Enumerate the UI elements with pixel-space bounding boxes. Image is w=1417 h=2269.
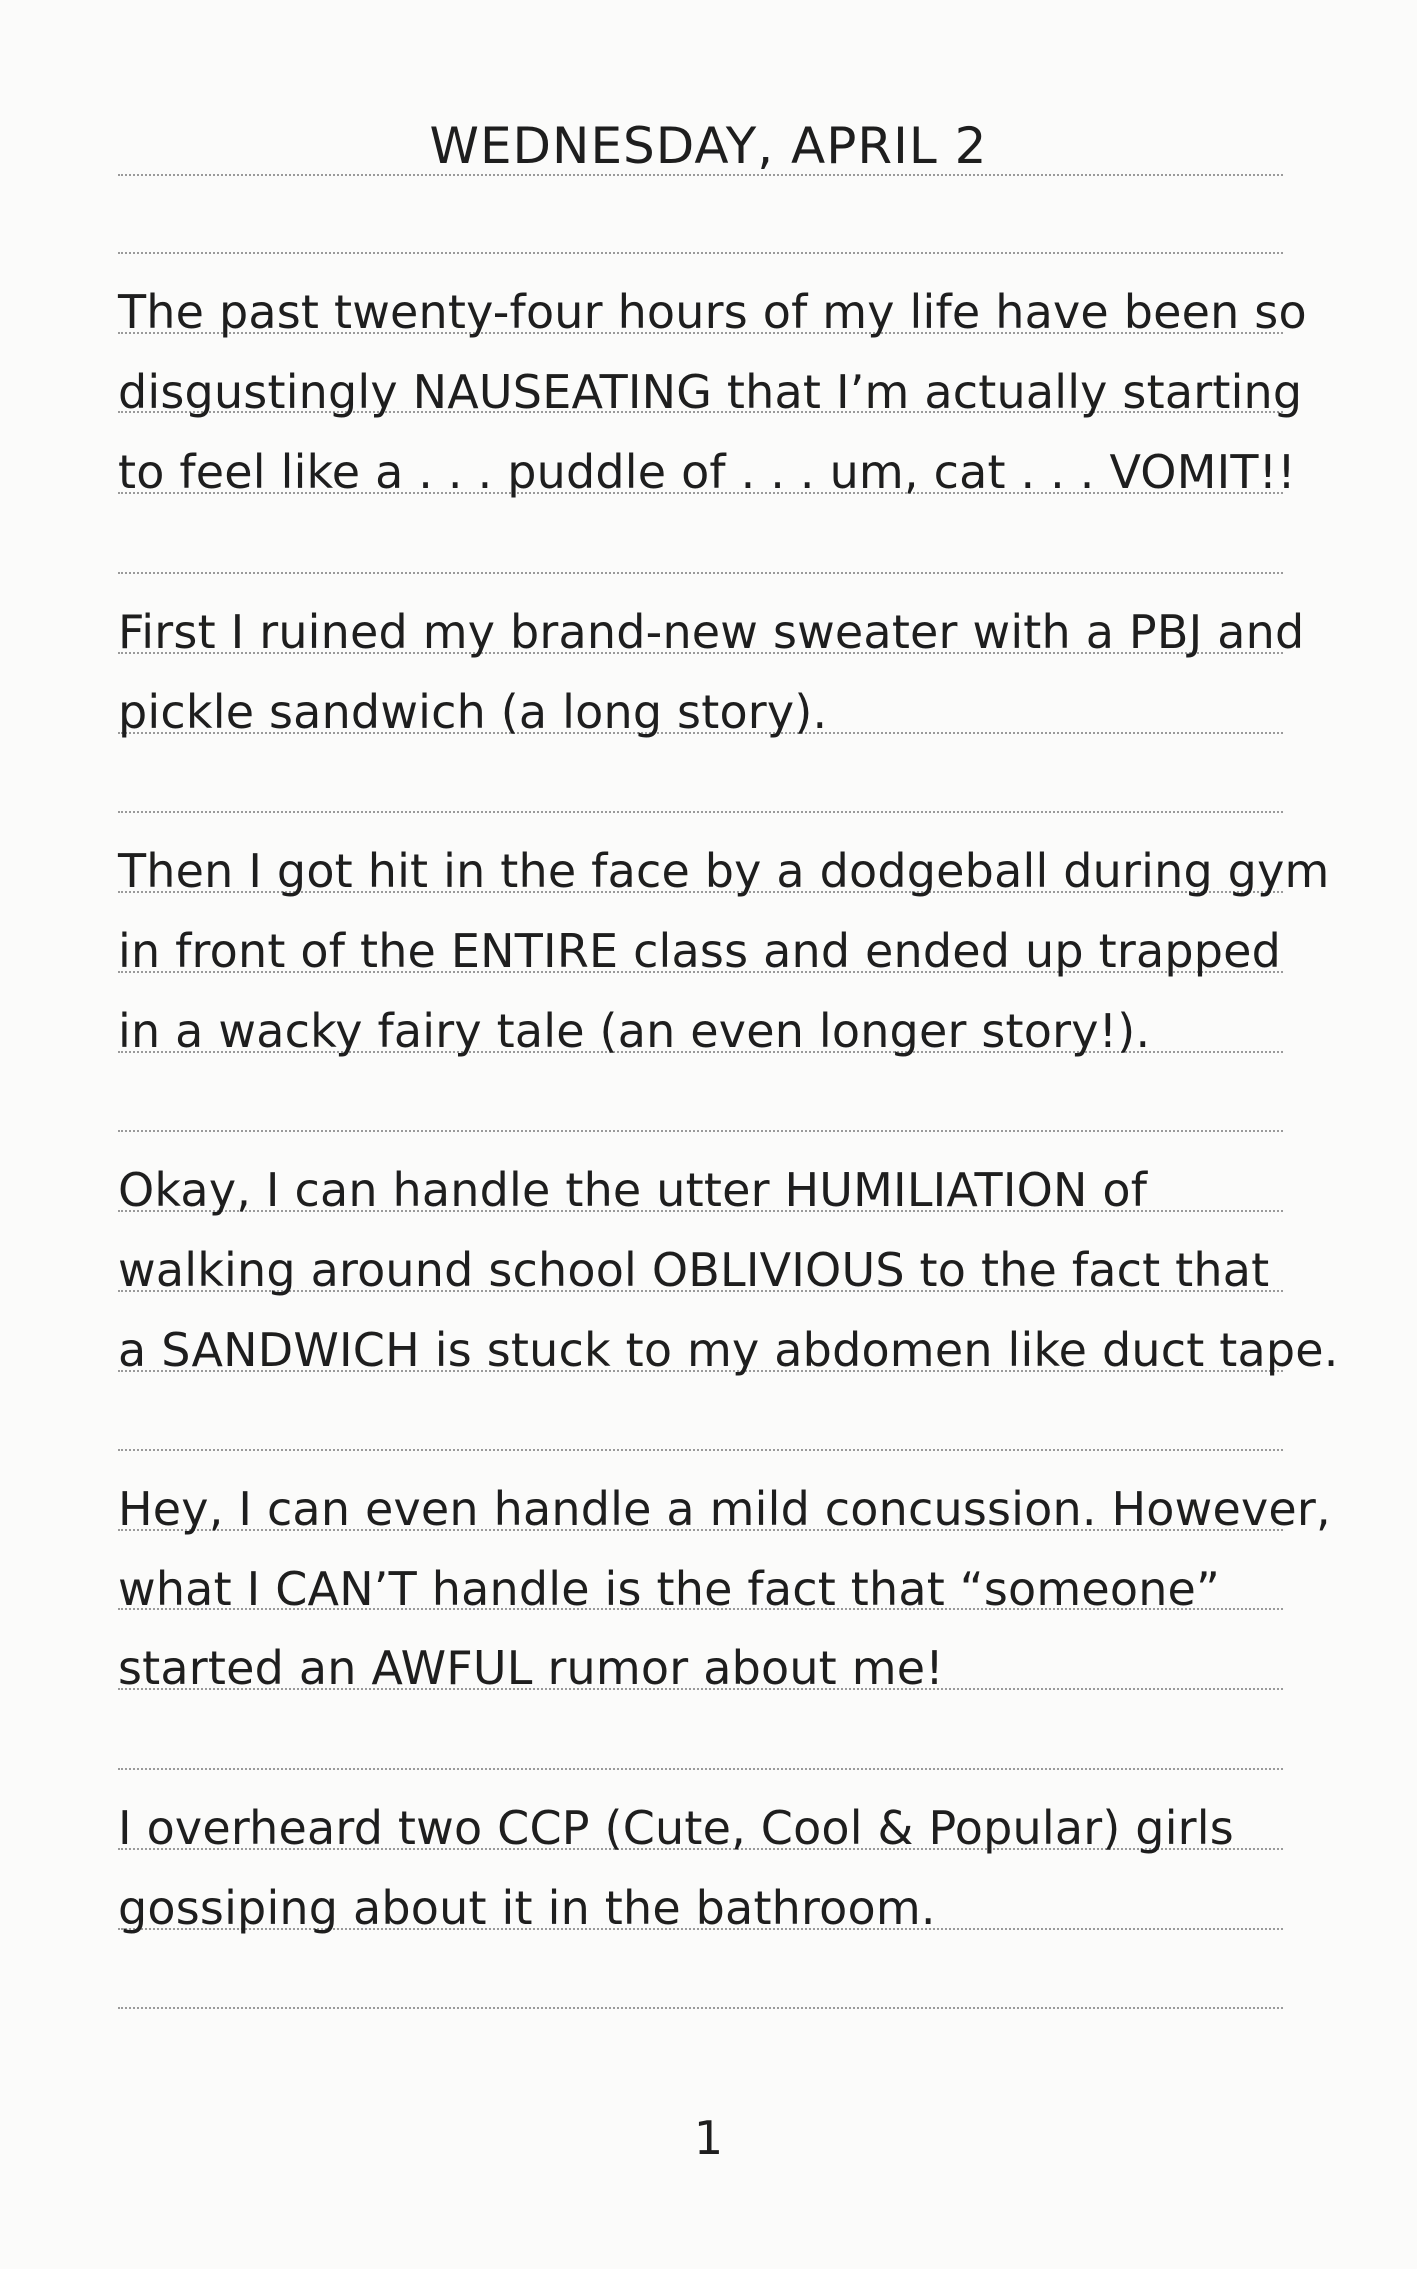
- paragraph-2-line-1: First I ruined my brand-new sweater with a PBJ and: [118, 605, 1305, 659]
- ruled-line: [118, 811, 1283, 813]
- paragraph-4-line-3: a SANDWICH is stuck to my abdomen like duct tape.: [118, 1323, 1339, 1377]
- paragraph-2-line-2: pickle sandwich (a long story).: [118, 685, 828, 739]
- page-number: 1: [693, 2111, 724, 2165]
- page-title: WEDNESDAY, APRIL 2: [429, 117, 988, 175]
- paragraph-3-line-3: in a wacky fairy tale (an even longer story!).: [118, 1004, 1151, 1058]
- ruled-line: [118, 1130, 1283, 1132]
- paragraph-5-line-2: what I CAN’T handle is the fact that “someone”: [118, 1562, 1221, 1616]
- ruled-line: [118, 252, 1283, 254]
- paragraph-5-line-3: started an AWFUL rumor about me!: [118, 1641, 944, 1695]
- ruled-line: [118, 174, 1283, 176]
- paragraph-3-line-2: in front of the ENTIRE class and ended up trapped: [118, 924, 1282, 978]
- paragraph-4-line-1: Okay, I can handle the utter HUMILIATION of: [118, 1163, 1148, 1217]
- paragraph-3-line-1: Then I got hit in the face by a dodgeball during gym: [118, 844, 1330, 898]
- paragraph-6-line-1: I overheard two CCP (Cute, Cool & Popular) girls: [118, 1801, 1234, 1855]
- paragraph-5-line-1: Hey, I can even handle a mild concussion. However,: [118, 1482, 1331, 1536]
- paragraph-1-line-2: disgustingly NAUSEATING that I’m actually starting: [118, 365, 1303, 419]
- ruled-line: [118, 2007, 1283, 2009]
- ruled-line: [118, 1449, 1283, 1451]
- ruled-line: [118, 572, 1283, 574]
- paragraph-1-line-1: The past twenty-four hours of my life have been so: [118, 285, 1307, 339]
- paragraph-1-line-3: to feel like a . . . puddle of . . . um, cat . . . VOMIT!!: [118, 445, 1296, 499]
- paragraph-4-line-2: walking around school OBLIVIOUS to the fact that: [118, 1243, 1270, 1297]
- paragraph-6-line-2: gossiping about it in the bathroom.: [118, 1881, 936, 1935]
- ruled-line: [118, 1768, 1283, 1770]
